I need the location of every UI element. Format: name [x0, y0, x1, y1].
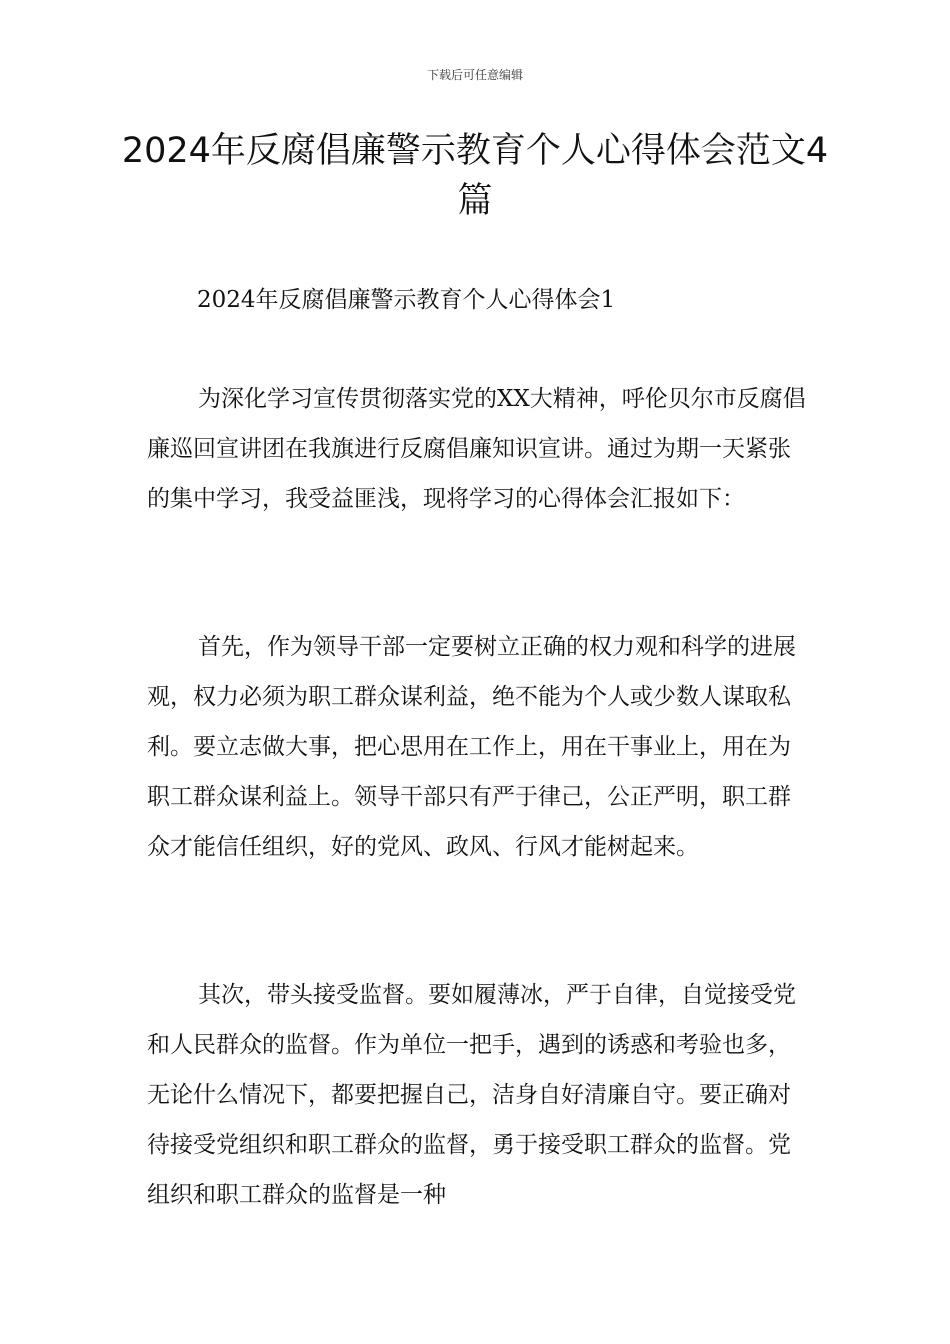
section-heading: 2024年反腐倡廉警示教育个人心得体会1 [197, 287, 616, 313]
document-title: 2024年反腐倡廉警示教育个人心得体会范文4篇 [121, 131, 829, 221]
paragraph-second: 其次，带头接受监督。要如履薄冰，严于自律，自觉接受党和人民群众的监督。作为单位一把手，遇到的诱惑和考验也多，无论什么情况下，都要把握自己，洁身自好清廉自守。要正确对待接受党组织和职工群众的监督，勇于接受职工群众的监督。党组织和职工群众的监督是一种 [147, 982, 796, 1208]
paragraph-first: 首先，作为领导干部一定要树立正确的权力观和科学的进展观，权力必须为职工群众谋利益，绝不能为个人或少数人谋取私利。要立志做大事，把心思用在工作上，用在干事业上，用在为职工群众谋利益上。领导干部只有严于律己，公正严明，职工群众才能信任组织，好的党风、政风、行风才能树起来。 [147, 634, 796, 860]
paragraph-intro: 为深化学习宣传贯彻落实党的XX大精神，呼伦贝尔市反腐倡廉巡回宣讲团在我旗进行反腐倡廉知识宣讲。通过为期一天紧张的集中学习，我受益匪浅，现将学习的心得体会汇报如下： [147, 386, 806, 512]
header-note: 下载后可任意编辑 [426, 68, 523, 82]
